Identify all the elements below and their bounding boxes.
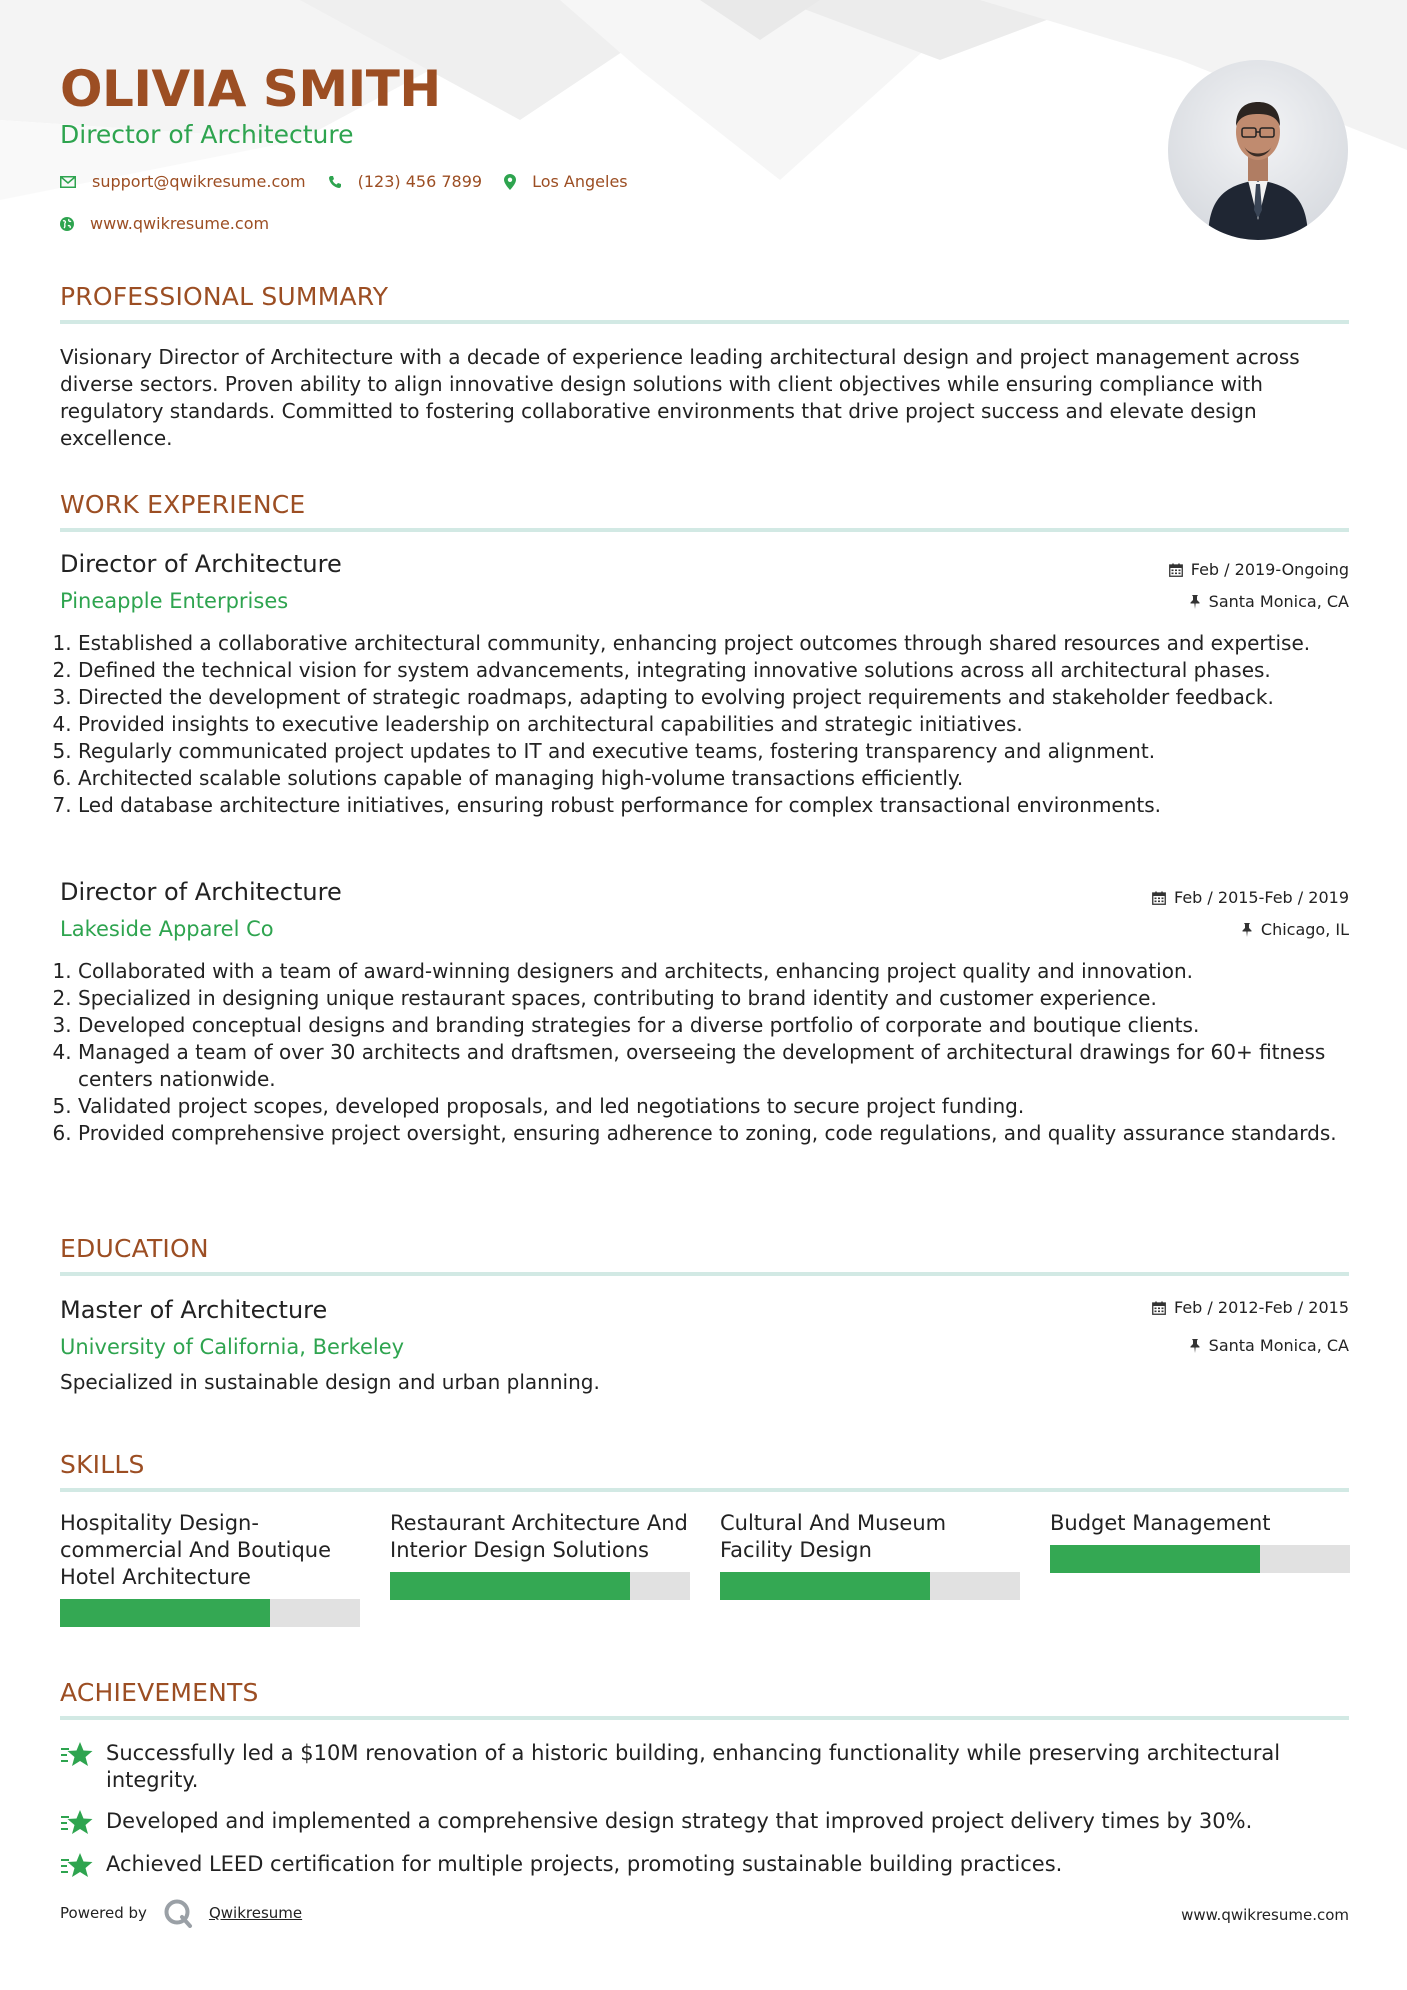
skill-bar-fill [720,1572,930,1600]
location-item [504,172,628,191]
list-item: 4. Provided insights to executive leadership on architectural capabilities and strategic initiatives. [78,711,1349,738]
star-icon [60,1741,94,1769]
achievement-item [60,1851,1349,1880]
skill-item [720,1510,1020,1600]
job-dates [1169,560,1349,579]
skill-bar-fill [60,1599,270,1627]
list-item: 4. Managed a team of over 30 architects and draftsmen, overseeing the development of architectural drawings for 60+ fitness centers nationwide. [78,1039,1349,1093]
candidate-title: Director of Architecture [60,120,354,149]
email-item[interactable] [60,172,306,191]
list-item: 5. Regularly communicated project updates to IT and executive teams, fostering transparency and alignment. [78,738,1349,765]
pushpin-icon [1241,923,1253,937]
achievement-text: Successfully led a $10M renovation of a historic building, enhancing functionality while preserving architectural integrity. [106,1741,1281,1792]
summary-heading: PROFESSIONAL SUMMARY [60,282,389,311]
job-bullets [60,958,1349,1147]
education-description: Specialized in sustainable design and urban planning. [60,1370,600,1394]
section-divider [60,1716,1349,1720]
person-portrait-icon [1168,60,1348,240]
job-dates [1152,888,1349,907]
job-company: Pineapple Enterprises [60,589,289,613]
map-marker-icon [504,174,516,190]
section-divider [60,528,1349,532]
job-dates-text: Feb / 2019-Ongoing [1190,560,1349,579]
achievement-text: Developed and implemented a comprehensive design strategy that improved project delivery times by 30%. [106,1809,1253,1833]
footer-website[interactable]: www.qwikresume.com [1181,1906,1349,1924]
skill-item [390,1510,690,1600]
list-item: 6. Provided comprehensive project oversight, ensuring adherence to zoning, code regulations, and quality assurance standards. [78,1120,1349,1147]
calendar-icon [1169,563,1183,577]
section-divider [60,1488,1349,1492]
skill-bar [390,1572,690,1600]
job-location-text: Chicago, IL [1260,920,1349,939]
experience-heading: WORK EXPERIENCE [60,490,306,519]
list-item: 6. Architected scalable solutions capable of managing high-volume transactions efficiently. [78,765,1349,792]
skill-name: Restaurant Architecture And Interior Design Solutions [390,1511,688,1562]
summary-text: Visionary Director of Architecture with a decade of experience leading architectural design and project management across diverse sectors. Proven ability to align innovative design solutions with client objectives while ensuring compliance with regulatory standards. Committed to fostering collaborative environments that drive project success and elevate design excellence. [60,345,1300,450]
phone-text: (123) 456 7899 [357,172,483,191]
skill-name: Hospitality Design-commercial And Boutique Hotel Architecture [60,1511,332,1589]
envelope-icon [60,176,76,188]
skill-item [60,1510,360,1627]
skill-item [1050,1510,1350,1573]
list-item: 3. Developed conceptual designs and branding strategies for a diverse portfolio of corporate and boutique clients. [78,1012,1349,1039]
star-icon [60,1852,94,1880]
profile-photo [1168,60,1348,240]
footer-powered-by [60,1898,302,1928]
calendar-icon [1152,1301,1166,1315]
qwikresume-link[interactable]: Qwikresume [208,1904,303,1922]
website-text: www.qwikresume.com [90,214,270,233]
job-bullets [60,630,1349,819]
list-item: 1. Collaborated with a team of award-winning designers and architects, enhancing project quality and innovation. [78,958,1349,985]
education-location-text: Santa Monica, CA [1208,1336,1349,1355]
section-divider [60,1272,1349,1276]
contact-row [60,172,650,191]
list-item: 5. Validated project scopes, developed proposals, and led negotiations to secure project funding. [78,1093,1349,1120]
education-dates [1152,1298,1349,1317]
website-row [60,214,291,233]
skill-bar-fill [1050,1545,1260,1573]
candidate-name: OLIVIA SMITH [60,60,441,118]
job-company: Lakeside Apparel Co [60,917,274,941]
job-title: Director of Architecture [60,878,342,906]
star-icon [60,1809,94,1837]
skill-bar-fill [390,1572,630,1600]
phone-item[interactable] [328,172,482,191]
achievement-text: Achieved LEED certification for multiple projects, promoting sustainable building practices. [106,1852,1063,1876]
achievements-heading: ACHIEVEMENTS [60,1678,259,1707]
job-dates-text: Feb / 2015-Feb / 2019 [1174,888,1349,907]
skill-name: Cultural And Museum Facility Design [720,1511,947,1562]
list-item: 3. Directed the development of strategic roadmaps, adapting to evolving project requirements and stakeholder feedback. [78,684,1349,711]
powered-by-label: Powered by [60,1904,147,1922]
job-title: Director of Architecture [60,550,342,578]
list-item: 2. Defined the technical vision for system advancements, integrating innovative solutions across all architectural phases. [78,657,1349,684]
education-school: University of California, Berkeley [60,1335,405,1359]
education-heading: EDUCATION [60,1234,209,1263]
skill-bar [1050,1545,1350,1573]
location-text: Los Angeles [532,172,628,191]
pushpin-icon [1189,595,1201,609]
list-item: 2. Specialized in designing unique restaurant spaces, contributing to brand identity and customer experience. [78,985,1349,1012]
calendar-icon [1152,891,1166,905]
list-item: 7. Led database architecture initiatives, ensuring robust performance for complex transactional environments. [78,792,1349,819]
achievement-item [60,1808,1349,1837]
email-text: support@qwikresume.com [92,172,306,191]
achievement-item [60,1740,1349,1794]
skills-heading: SKILLS [60,1450,145,1479]
skill-bar [720,1572,1020,1600]
phone-icon [328,175,342,189]
job-location [1241,920,1349,939]
globe-icon [60,217,74,231]
education-degree: Master of Architecture [60,1296,328,1324]
website-item[interactable] [60,214,269,233]
education-location [1189,1336,1349,1355]
qwikresume-logo-icon [163,1898,193,1928]
skill-name: Budget Management [1050,1511,1271,1535]
job-location [1189,592,1349,611]
pushpin-icon [1189,1339,1201,1353]
section-divider [60,320,1349,324]
list-item: 1. Established a collaborative architectural community, enhancing project outcomes through shared resources and expertise. [78,630,1349,657]
education-dates-text: Feb / 2012-Feb / 2015 [1174,1298,1349,1317]
skill-bar [60,1599,360,1627]
job-location-text: Santa Monica, CA [1208,592,1349,611]
